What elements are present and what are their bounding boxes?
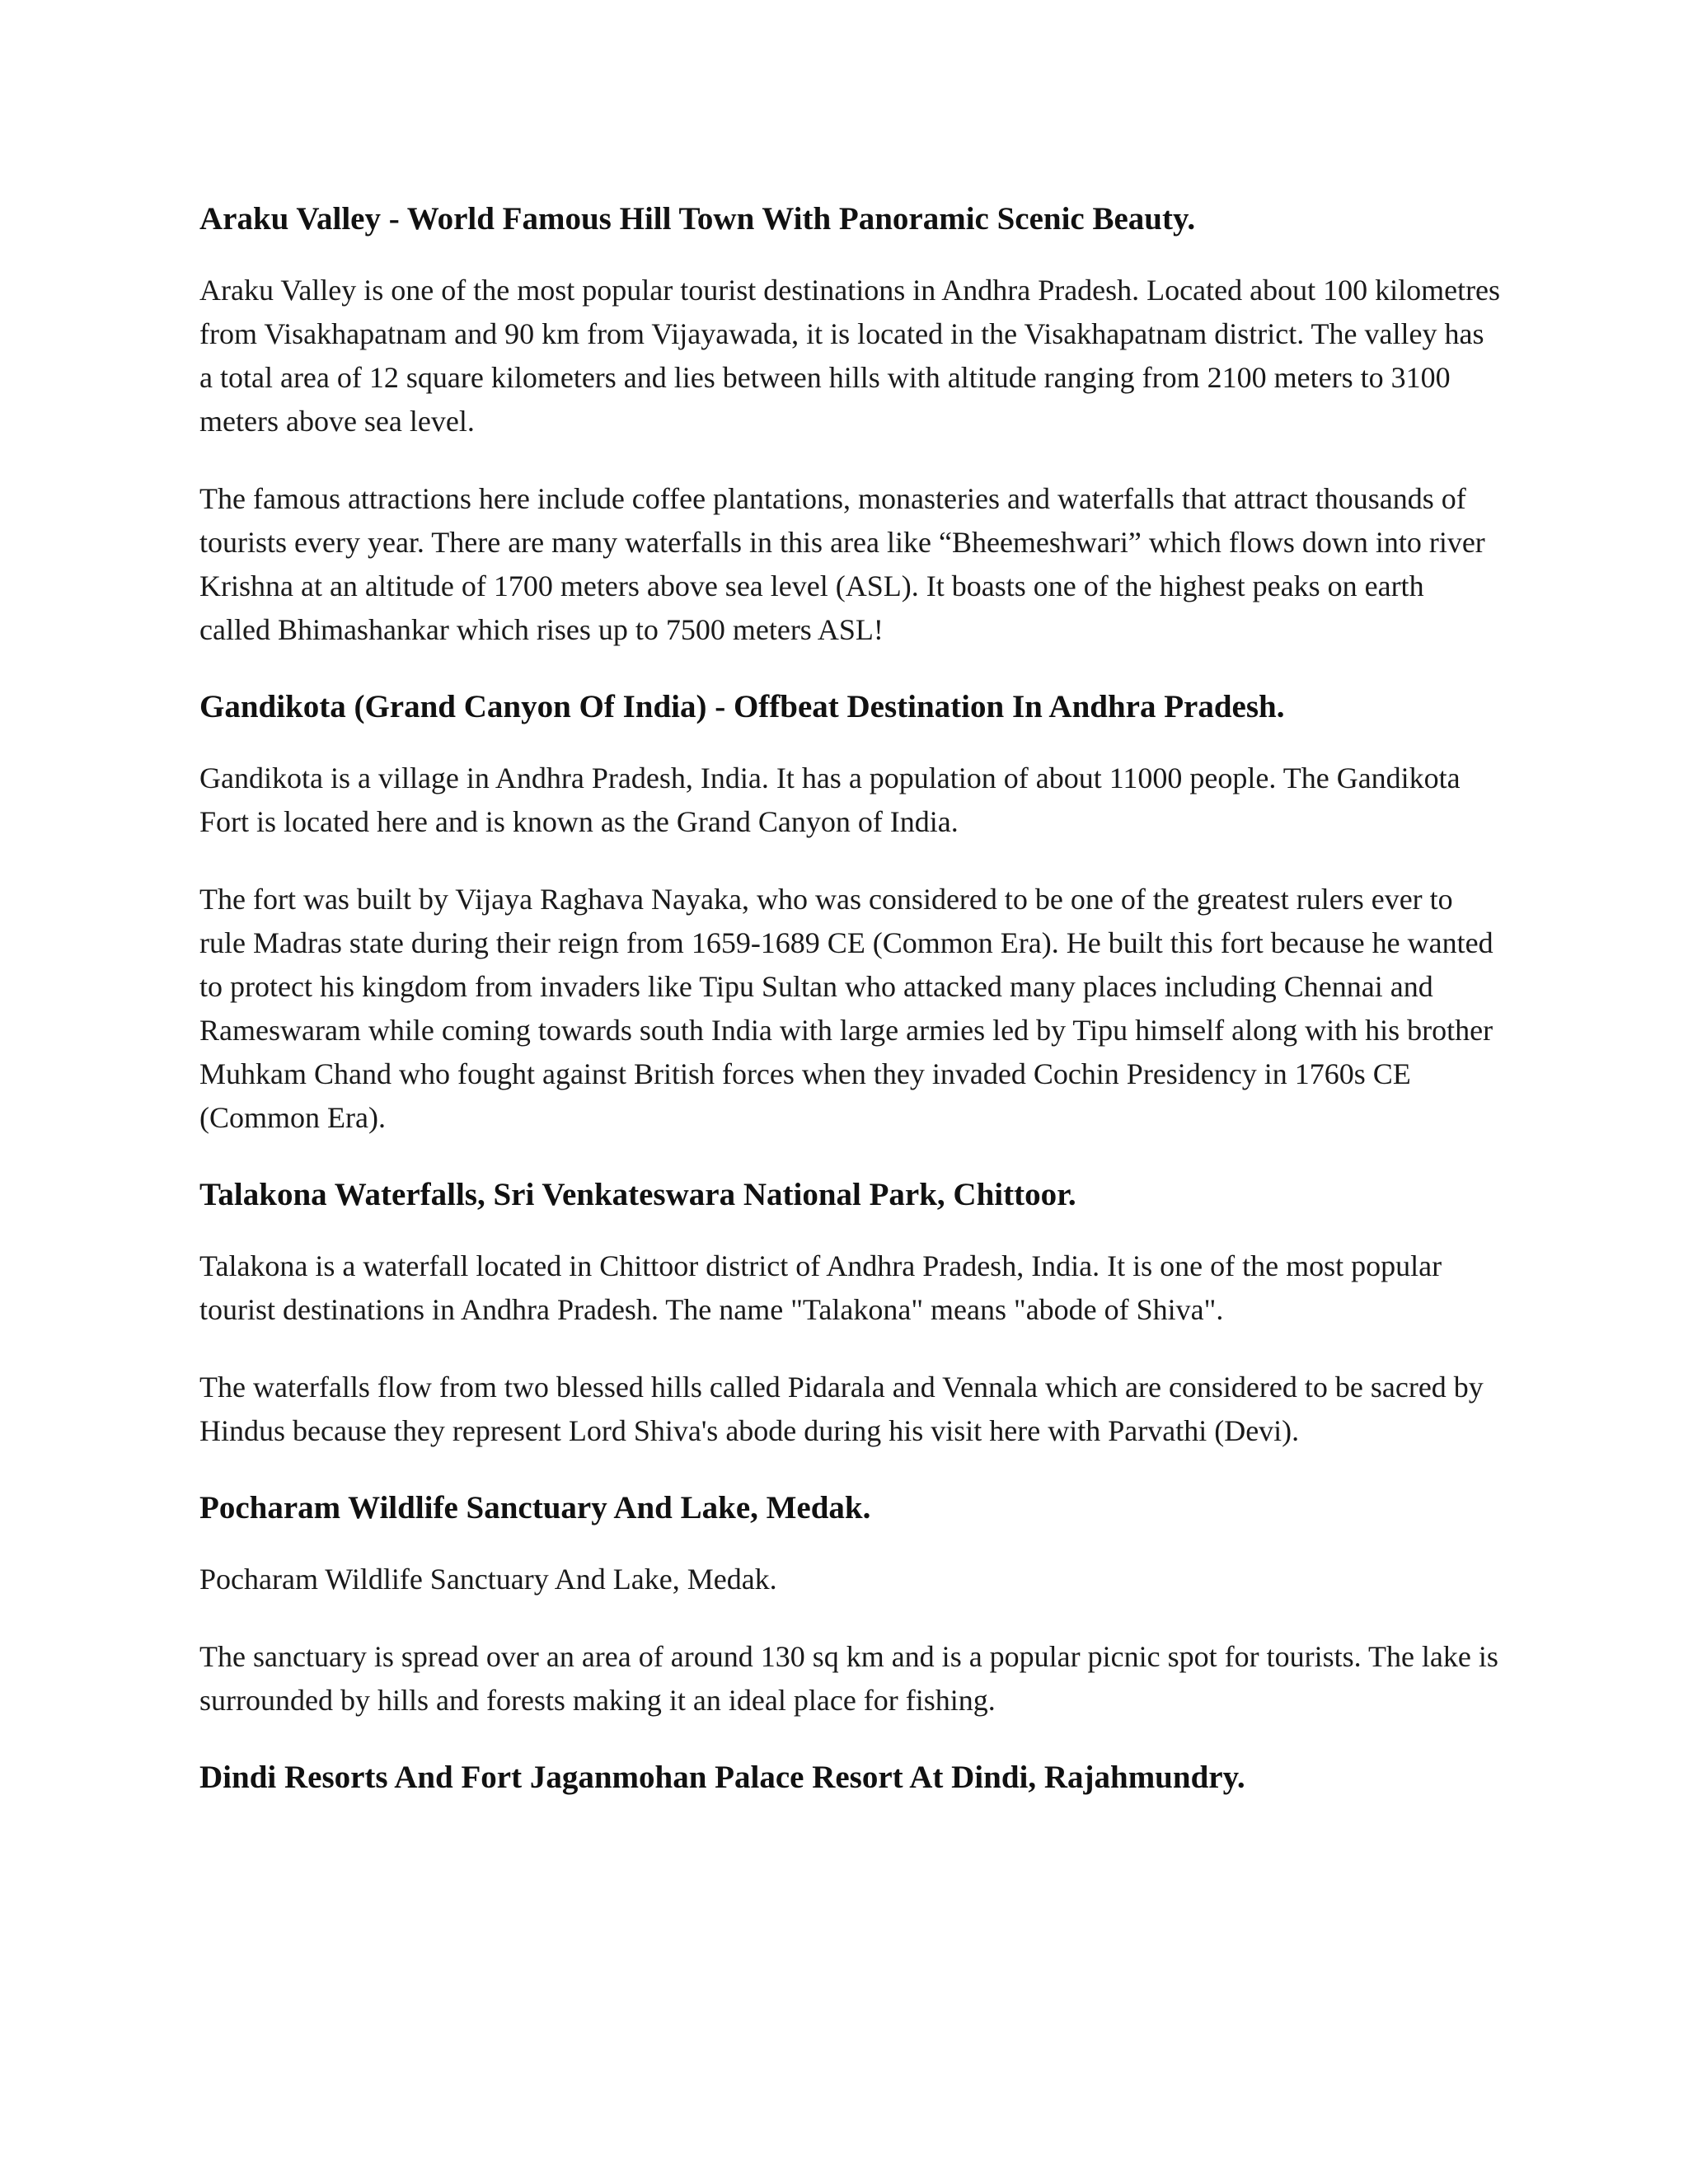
section-gandikota (199, 686, 1502, 1140)
section-heading: Araku Valley - World Famous Hill Town With Panoramic Scenic Beauty. (199, 201, 1196, 237)
document-page (199, 198, 1502, 1827)
section-paragraph: The fort was built by Vijaya Raghava Nayaka, who was considered to be one of the greatest rulers ever to rule Madras state during their reign from 1659-1689 CE (Common Era). He built this fort because he wanted to protect his kingdom from invaders like Tipu Sultan who attacked many places including Chennai and Rameswaram while coming towards south India with large armies led by Tipu himself along with his brother Muhkam Chand who fought against British forces when they invaded Cochin Presidency in 1760s CE (Common Era). (199, 883, 1493, 1134)
section-heading: Pocharam Wildlife Sanctuary And Lake, Medak. (199, 1490, 871, 1526)
section-heading: Dindi Resorts And Fort Jaganmohan Palace Resort At Dindi, Rajahmundry. (199, 1760, 1245, 1795)
section-paragraph: The famous attractions here include coffee plantations, monasteries and waterfalls that attract thousands of tourists every year. There are many waterfalls in this area like “Bheemeshwari” which flows down into river Krishna at an altitude of 1700 meters above sea level (ASL). It boasts one of the highest peaks on earth called Bhimashankar which rises up to 7500 meters ASL! (199, 482, 1485, 646)
section-araku-valley (199, 198, 1502, 652)
section-talakona (199, 1174, 1502, 1453)
section-paragraph: Gandikota is a village in Andhra Pradesh, India. It has a population of about 11000 people. The Gandikota Fort is located here and is known as the Grand Canyon of India. (199, 762, 1461, 838)
section-paragraph: The waterfalls flow from two blessed hills called Pidarala and Vennala which are considered to be sacred by Hindus because they represent Lord Shiva's abode during his visit here with Parvathi (Devi). (199, 1371, 1484, 1447)
section-dindi (199, 1756, 1502, 1799)
section-pocharam (199, 1487, 1502, 1722)
section-paragraph: Pocharam Wildlife Sanctuary And Lake, Medak. (199, 1563, 777, 1596)
section-paragraph: The sanctuary is spread over an area of around 130 sq km and is a popular picnic spot for tourists. The lake is surrounded by hills and forests making it an ideal place for fishing. (199, 1640, 1498, 1717)
section-heading: Gandikota (Grand Canyon Of India) - Offbeat Destination In Andhra Pradesh. (199, 689, 1285, 724)
section-heading: Talakona Waterfalls, Sri Venkateswara National Park, Chittoor. (199, 1177, 1076, 1212)
section-paragraph: Araku Valley is one of the most popular tourist destinations in Andhra Pradesh. Located about 100 kilometres from Visakhapatnam and 90 km from Vijayawada, it is located in the Visakhapatnam district. The valley has a total area of 12 square kilometers and lies between hills with altitude ranging from 2100 meters to 3100 meters above sea level. (199, 274, 1501, 438)
section-paragraph: Talakona is a waterfall located in Chittoor district of Andhra Pradesh, India. It is one of the most popular tourist destinations in Andhra Pradesh. The name "Talakona" means "abode of Shiva". (199, 1249, 1442, 1326)
